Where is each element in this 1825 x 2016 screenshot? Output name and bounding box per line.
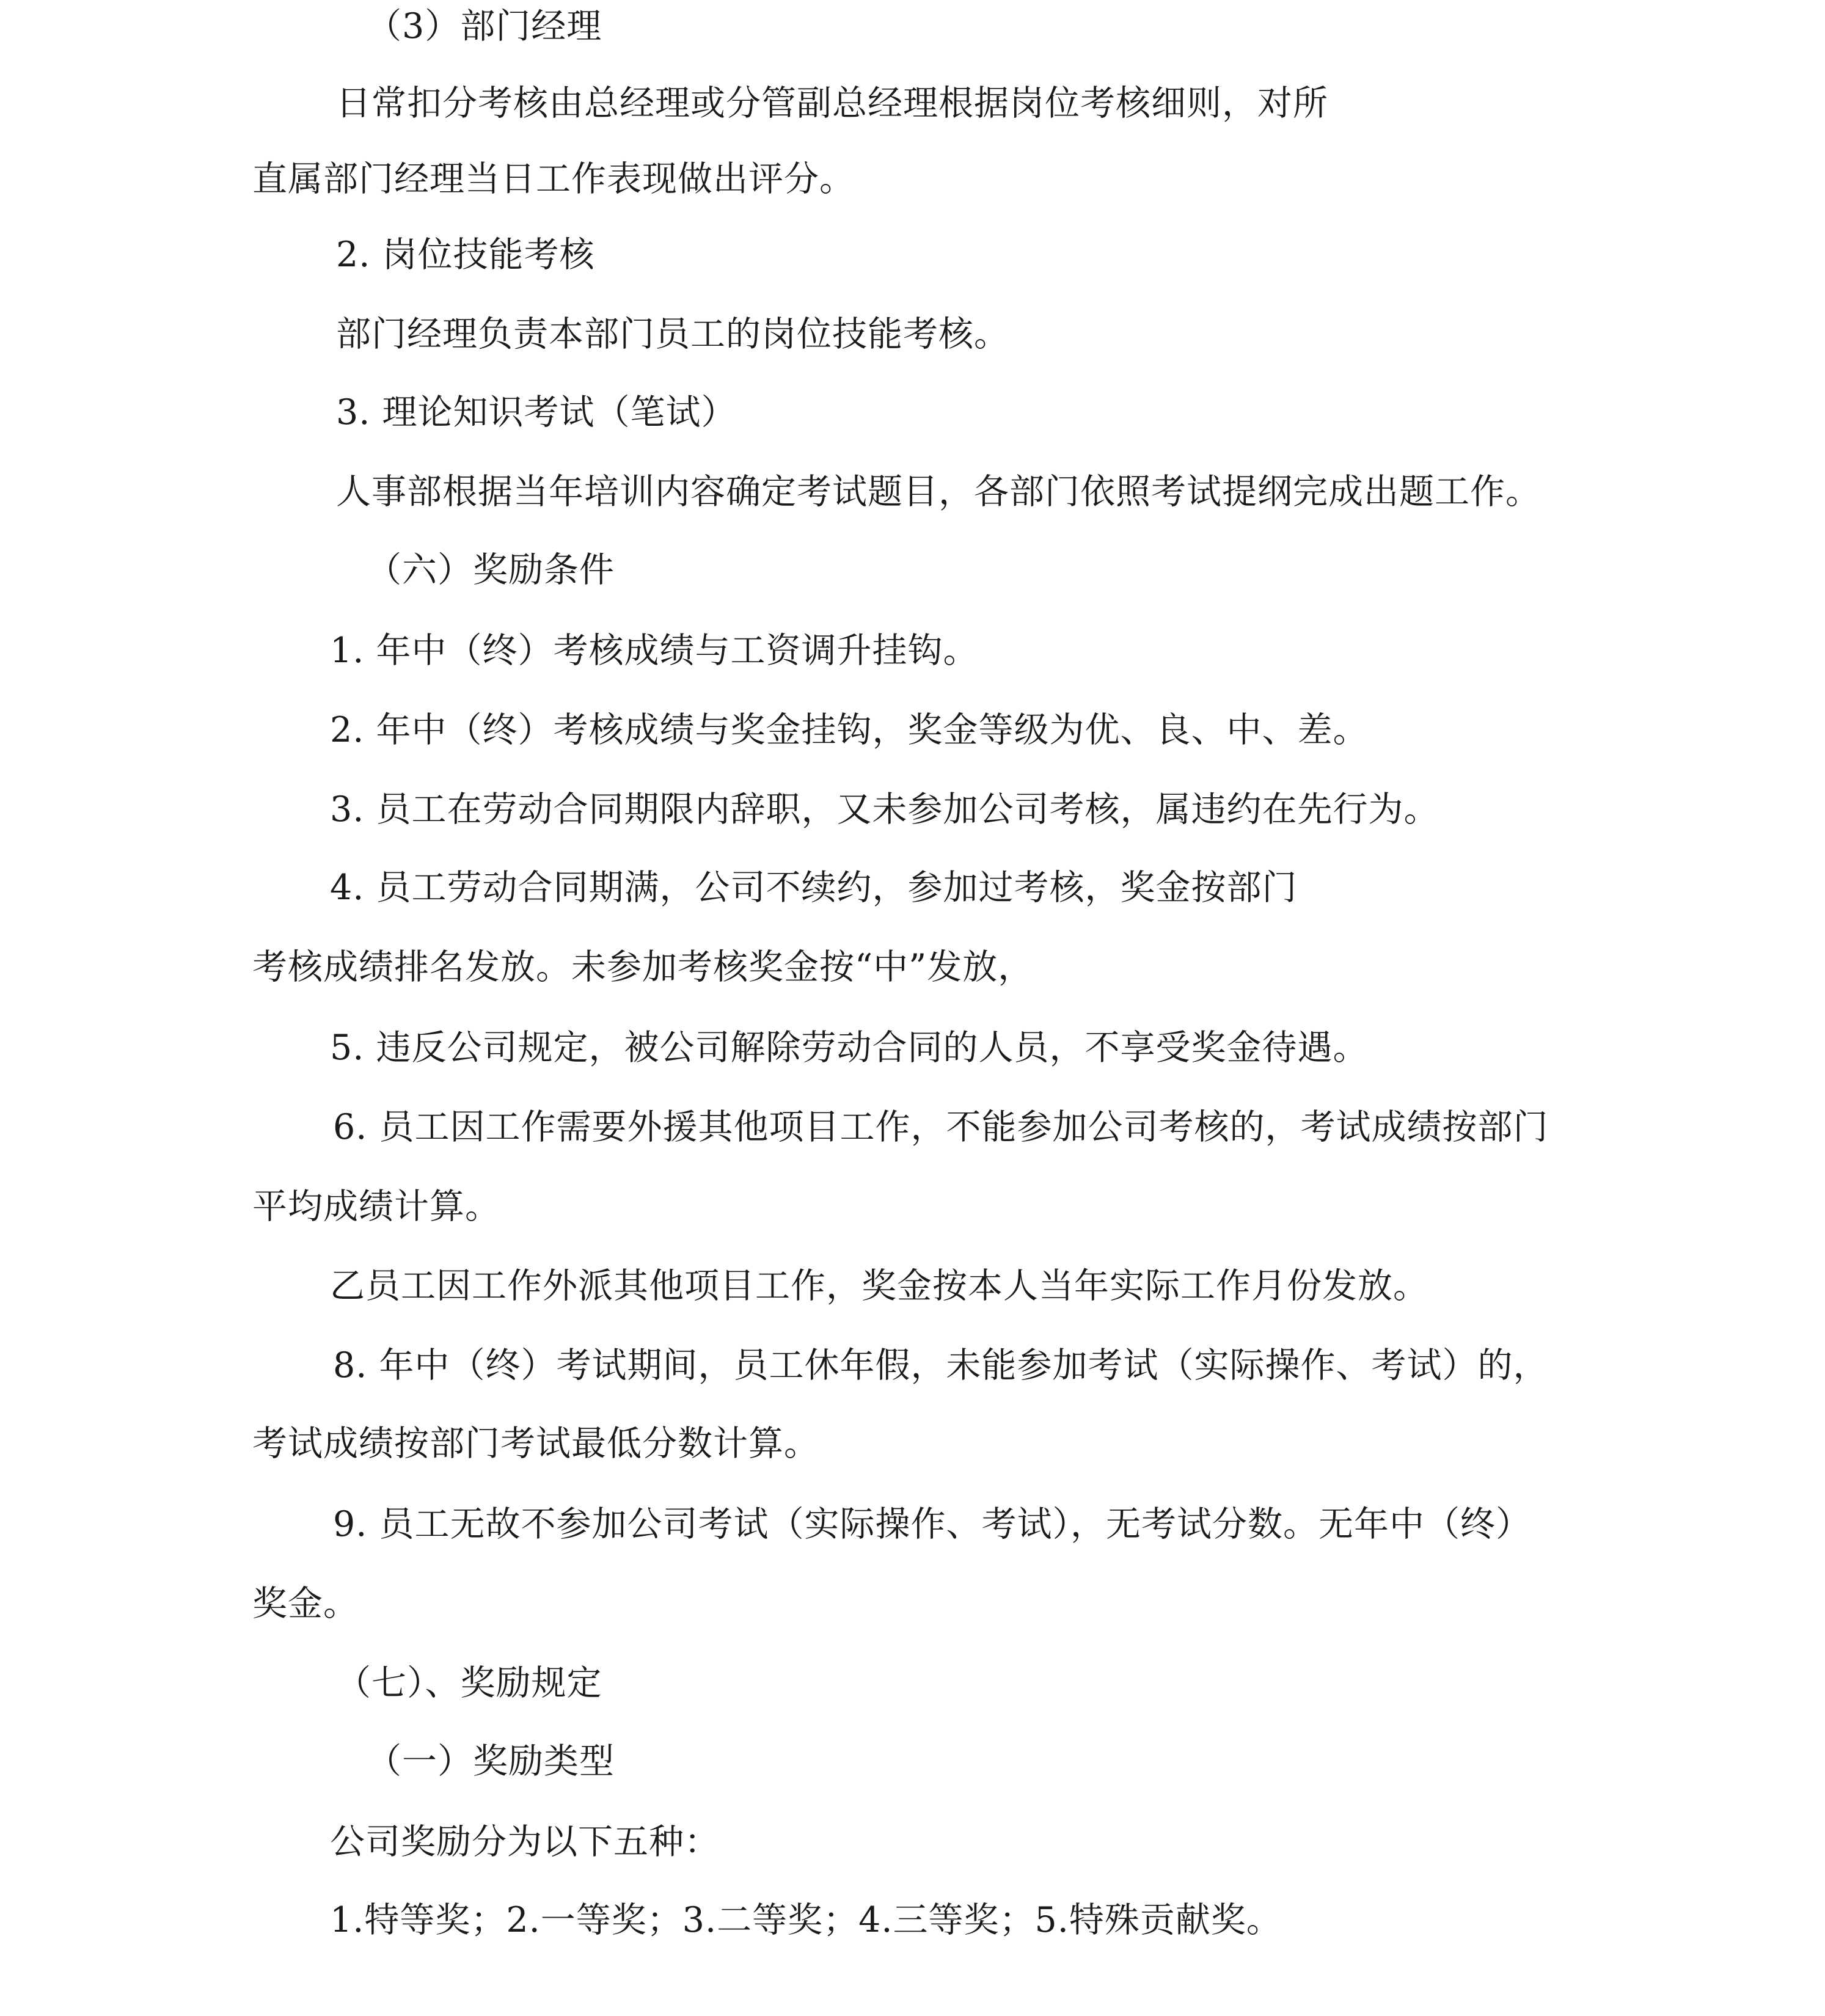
list-item-1: 1. 年中（终）考核成绩与工资调升挂钩。 [330,630,979,671]
list-item-9-line-2: 奖金。 [252,1583,359,1624]
list-item-4-line-2: 考核成绩排名发放。未参加考核奖金按“中”发放， [252,947,1034,987]
paragraph-post-skill: 部门经理负责本部门员工的岗位技能考核。 [336,314,1009,354]
subheading-reward-types: （一）奖励类型 [367,1741,615,1781]
list-item-5: 5. 违反公司规定，被公司解除劳动合同的人员，不享受奖金待遇。 [330,1028,1369,1068]
subheading-department-manager: （3）部门经理 [367,6,602,46]
list-item-2: 2. 年中（终）考核成绩与奖金挂钩，奖金等级为优、良、中、差。 [330,710,1369,750]
heading-theory-exam: 3. 理论知识考试（笔试） [336,392,737,433]
list-item-6-line-1: 6. 员工因工作需要外援其他项目工作，不能参加公司考核的，考试成绩按部门 [333,1107,1549,1147]
list-item-8-line-2: 考试成绩按部门考试最低分数计算。 [252,1423,819,1464]
list-item-9-line-1: 9. 员工无故不参加公司考试（实际操作、考试），无考试分数。无年中（终） [333,1504,1531,1544]
heading-post-skill-assessment: 2. 岗位技能考核 [336,235,595,275]
list-item-8-line-1: 8. 年中（终）考试期间，员工休年假，未能参加考试（实际操作、考试）的， [333,1345,1549,1386]
paragraph-daily-deduction-line-2: 直属部门经理当日工作表现做出评分。 [252,159,855,199]
list-item-6-line-2: 平均成绩计算。 [252,1186,500,1227]
paragraph-reward-types-list: 1.特等奖；2.一等奖；3.二等奖；4.三等奖；5.特殊贡献奖。 [330,1900,1282,1940]
section-heading-reward-conditions: （六）奖励条件 [367,550,615,590]
list-item-7: 乙员工因工作外派其他项目工作，奖金按本人当年实际工作月份发放。 [330,1266,1428,1306]
paragraph-theory-exam: 人事部根据当年培训内容确定考试题目，各部门依照考试提纲完成出题工作。 [336,472,1541,512]
list-item-4-line-1: 4. 员工劳动合同期满，公司不续约，参加过考核，奖金按部门 [330,867,1298,908]
paragraph-daily-deduction-line-1: 日常扣分考核由总经理或分管副总经理根据岗位考核细则，对所 [336,83,1328,123]
section-heading-reward-rules: （七）、奖励规定 [336,1663,602,1703]
paragraph-reward-types-intro: 公司奖励分为以下五种： [330,1822,720,1862]
list-item-3: 3. 员工在劳动合同期限内辞职，又未参加公司考核，属违约在先行为。 [330,789,1439,830]
